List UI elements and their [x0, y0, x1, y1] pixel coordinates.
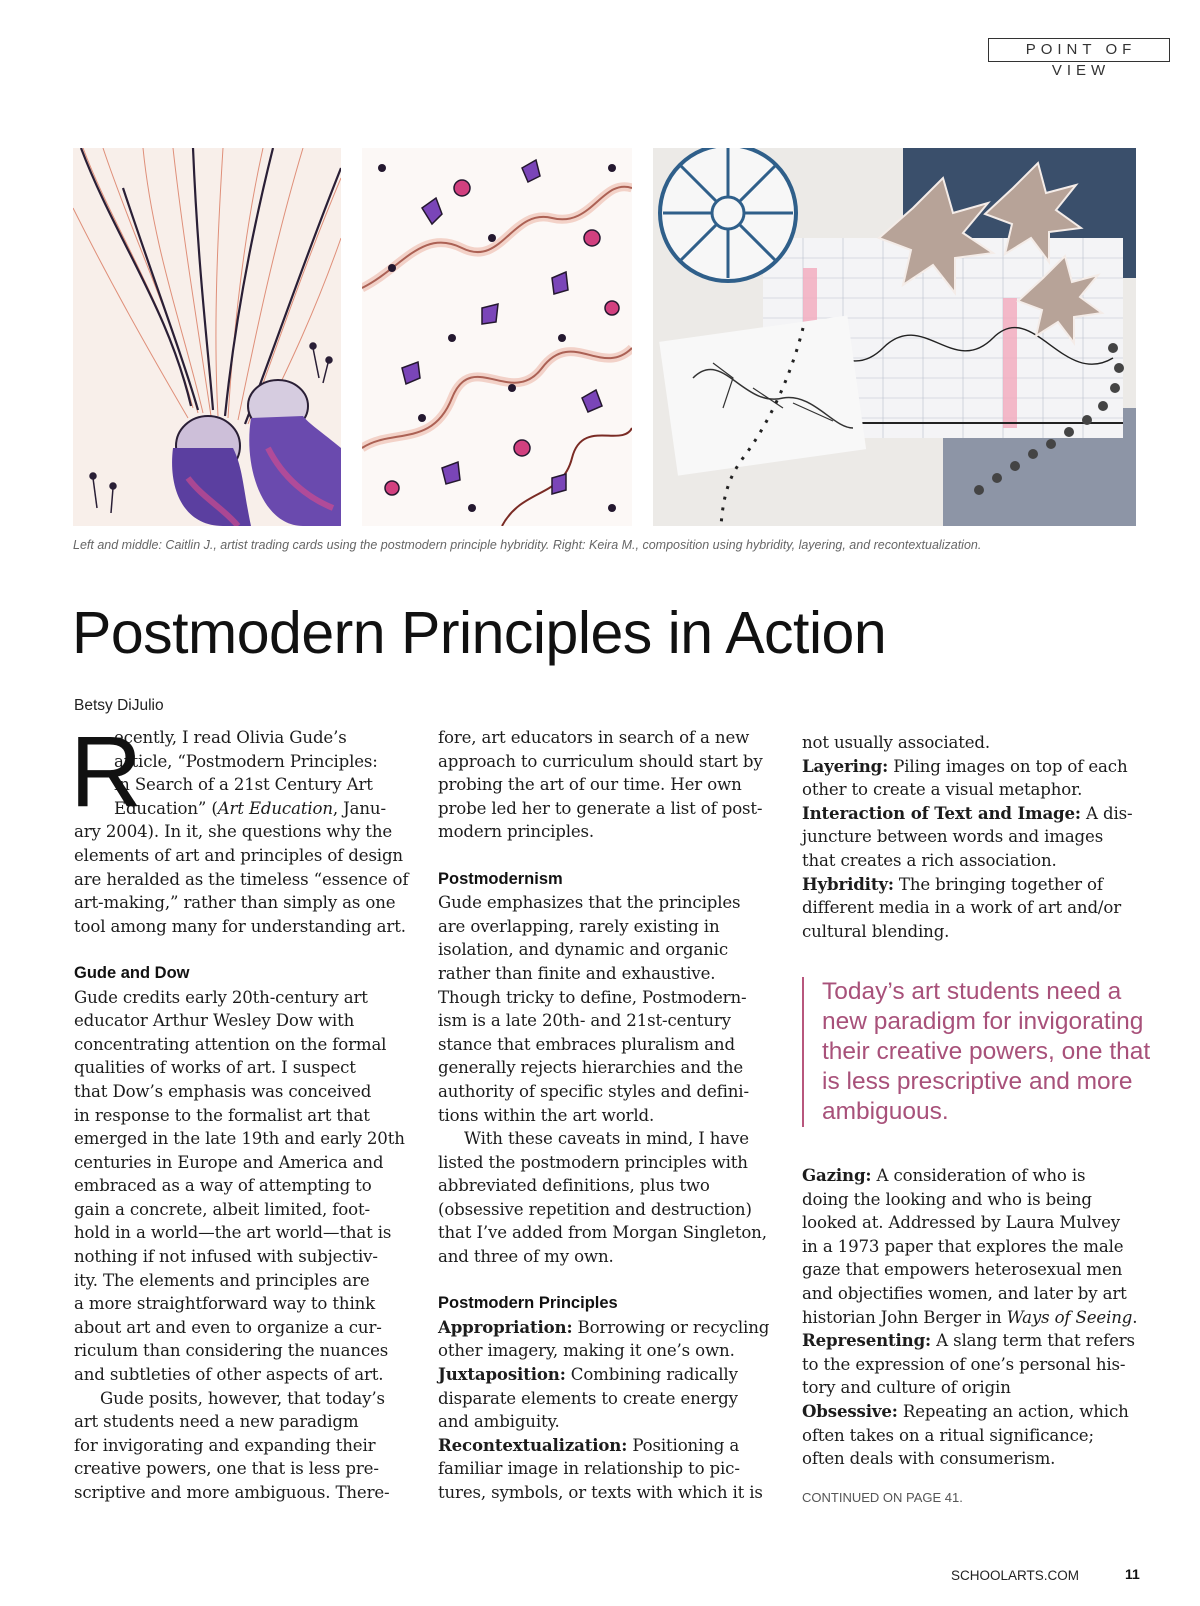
text-line: different media in a work of art and/or: [802, 898, 1122, 918]
text-run: historian John Berger in: [802, 1307, 1007, 1327]
text-line: juncture between words and images: [802, 827, 1104, 847]
text-line: and three of my own.: [438, 1247, 614, 1267]
text-line: Gude emphasizes that the principles: [438, 893, 741, 913]
text-line: nothing if not infused with subjectiv-: [74, 1247, 378, 1267]
text-line: about art and even to organize a cur-: [74, 1317, 382, 1337]
text-line: concentrating attention on the formal: [74, 1034, 387, 1054]
text-line: Gude credits early 20th-century art: [74, 987, 368, 1007]
journal-title: Art Education: [217, 798, 333, 818]
definition-text: Repeating an action, which: [897, 1401, 1129, 1421]
text-line: and subtleties of other aspects of art.: [74, 1365, 384, 1385]
text-line: Gude posits, however, that today’s: [100, 1388, 385, 1408]
figure-caption: Left and middle: Caitlin J., artist trading cards using the postmodern principle hybridity. Right: Keira M., composition using hybridity, layering, and recontextualization.: [73, 538, 982, 552]
text-line: generally rejects hierarchies and the: [438, 1058, 744, 1078]
text-run: Education” (: [114, 798, 218, 818]
artwork-photo-right: [653, 148, 1136, 526]
pull-quote-line: their creative powers, one that: [822, 1038, 1151, 1065]
term: Layering:: [802, 755, 889, 776]
text-line: disparate elements to create energy: [438, 1388, 738, 1408]
text-line: modern principles.: [438, 822, 595, 842]
definition-recontextualization: [438, 1434, 778, 1458]
text-line: cultural blending.: [802, 921, 950, 941]
page-number: 11: [1125, 1566, 1140, 1582]
text-line: isolation, and dynamic and organic: [438, 940, 728, 960]
book-title: Ways of Seeing: [1006, 1307, 1133, 1327]
text-line: other to create a visual metaphor.: [802, 780, 1083, 800]
text-line: are heralded as the timeless “essence of: [74, 869, 409, 889]
text-line: familiar image in relationship to pic-: [438, 1459, 740, 1479]
text-line: a more straightforward way to think: [74, 1294, 376, 1314]
text-line: approach to curriculum should start by: [438, 751, 763, 771]
text-line: for invigorating and expanding their: [74, 1435, 376, 1455]
text-line: ism is a late 20th- and 21st-century: [438, 1011, 731, 1031]
text-line: tions within the art world.: [438, 1105, 655, 1125]
text-line: often deals with consumerism.: [802, 1449, 1056, 1469]
text-line: riculum than considering the nuances: [74, 1341, 389, 1361]
pull-quote-line: Today’s art students need a: [822, 978, 1122, 1005]
text-line: in a 1973 paper that explores the male: [802, 1236, 1124, 1256]
footer-site: SCHOOLARTS.COM: [951, 1568, 1080, 1583]
text-line: that Dow’s emphasis was conceived: [74, 1081, 372, 1101]
section-label: POINT OF VIEW: [988, 38, 1170, 62]
text-line: to the expression of one’s personal his-: [802, 1354, 1126, 1374]
text-run: .: [1132, 1307, 1138, 1327]
text-line: in response to the formalist art that: [74, 1105, 370, 1125]
text-line: With these caveats in mind, I have: [464, 1129, 749, 1149]
pull-quote-line: new paradigm for invigorating: [822, 1008, 1144, 1035]
article-column-1: [70, 716, 414, 1505]
text-line: scriptive and more ambiguous. There-: [74, 1483, 390, 1502]
term: Recontextualization:: [438, 1434, 628, 1455]
text-line: in Search of a 21st Century Art: [114, 775, 373, 795]
text-line: and ambiguity.: [438, 1412, 560, 1432]
definition-text: A consideration of who is: [871, 1166, 1086, 1185]
term: Hybridity:: [802, 873, 894, 894]
text-line: other imagery, making it one’s own.: [438, 1341, 735, 1361]
text-line: tory and culture of origin: [802, 1378, 1011, 1398]
text-line: fore, art educators in search of a new: [438, 728, 750, 747]
subheading-postmodernism: Postmodernism: [438, 869, 563, 888]
text-run: , Janu-: [332, 798, 386, 818]
text-line: stance that embraces pluralism and: [438, 1034, 735, 1054]
term: Representing:: [802, 1330, 932, 1351]
text-line: abbreviated definitions, plus two: [438, 1176, 710, 1196]
author-byline: Betsy DiJulio: [74, 697, 164, 714]
text-line: art students need a new paradigm: [74, 1412, 359, 1432]
text-line: tool among many for understanding art.: [74, 916, 406, 936]
text-line: tures, symbols, or texts with which it is: [438, 1483, 763, 1502]
text-line: (obsessive repetition and destruction): [438, 1199, 752, 1219]
article-column-3: [802, 731, 1142, 943]
text-line: gaze that empowers heterosexual men: [802, 1260, 1123, 1280]
text-line: qualities of works of art. I suspect: [74, 1058, 356, 1078]
definition-gazing: [802, 1164, 1142, 1188]
text-line: listed the postmodern principles with: [438, 1152, 748, 1172]
term: Appropriation:: [438, 1316, 573, 1337]
definition-text: A slang term that refers: [931, 1331, 1135, 1351]
text-line: not usually associated.: [802, 733, 991, 752]
definition-obsessive: [802, 1400, 1142, 1424]
continued-note: CONTINUED ON PAGE 41.: [802, 1490, 963, 1505]
text-line: rather than finite and exhaustive.: [438, 963, 716, 983]
text-line: often takes on a ritual significance;: [802, 1425, 1094, 1445]
definition-text: Positioning a: [627, 1435, 740, 1455]
text-line: emerged in the late 19th and early 20th: [74, 1129, 405, 1149]
text-line: and objectifies women, and later by art: [802, 1283, 1127, 1303]
text-line: doing the looking and who is being: [802, 1189, 1092, 1209]
definition-appropriation: [438, 1316, 778, 1340]
text-line: educator Arthur Wesley Dow with: [74, 1011, 355, 1031]
text-line: centuries in Europe and America and: [74, 1152, 384, 1172]
pull-quote-line: ambiguous.: [822, 1098, 949, 1125]
definition-text: Combining radically: [565, 1365, 738, 1385]
definition-interaction: [802, 802, 1142, 826]
text-line: that I’ve added from Morgan Singleton,: [438, 1223, 767, 1243]
text-line: are overlapping, rarely existing in: [438, 916, 720, 936]
definition-juxtaposition: [438, 1363, 778, 1387]
text-line: looked at. Addressed by Laura Mulvey: [802, 1213, 1121, 1233]
text-line: embraced as a way of attempting to: [74, 1176, 372, 1196]
artwork-photo-left: [73, 148, 341, 526]
artwork-photo-middle: [362, 148, 632, 526]
definition-hybridity: [802, 873, 1142, 897]
drop-cap: R: [70, 716, 143, 828]
term: Juxtaposition:: [438, 1364, 566, 1385]
text-line: gain a concrete, albeit limited, foot-: [74, 1199, 370, 1219]
definition-text: Piling images on top of each: [888, 756, 1128, 776]
text-line: probe led her to generate a list of post-: [438, 798, 763, 818]
text-line: ity. The elements and principles are: [74, 1270, 370, 1290]
text-line: Though tricky to define, Postmodern-: [438, 987, 747, 1007]
article-column-2: [438, 726, 778, 1505]
text-line: article, “Postmodern Principles:: [114, 751, 378, 771]
text-line: probing the art of our time. Her own: [438, 775, 742, 795]
definition-text: A dis-: [1080, 803, 1133, 823]
text-line: elements of art and principles of design: [74, 845, 403, 865]
text-line: that creates a rich association.: [802, 850, 1057, 870]
pull-quote-line: is less prescriptive and more: [822, 1068, 1133, 1095]
text-line: authority of specific styles and defini-: [438, 1081, 749, 1101]
text-line: ary 2004). In it, she questions why the: [74, 822, 393, 842]
subheading-postmodern-principles: Postmodern Principles: [438, 1294, 618, 1313]
article-column-3-lower: [802, 1164, 1142, 1471]
text-line: creative powers, one that is less pre-: [74, 1459, 379, 1479]
definition-layering: [802, 755, 1142, 779]
definition-representing: [802, 1329, 1142, 1353]
definition-text: The bringing together of: [893, 874, 1103, 894]
text-line: art-making,” rather than simply as one: [74, 893, 396, 913]
subheading-gude-and-dow: Gude and Dow: [74, 963, 190, 982]
definition-text: Borrowing or recycling: [572, 1317, 770, 1337]
text-line: [802, 1306, 1142, 1330]
pull-quote: [802, 977, 1151, 1127]
term: Obsessive:: [802, 1400, 898, 1421]
text-line: ecently, I read Olivia Gude’s: [114, 728, 347, 747]
article-title: Postmodern Principles in Action: [72, 600, 887, 666]
text-line: hold in a world—the art world—that is: [74, 1223, 392, 1243]
term: Interaction of Text and Image:: [802, 802, 1081, 823]
term: Gazing:: [802, 1165, 872, 1185]
